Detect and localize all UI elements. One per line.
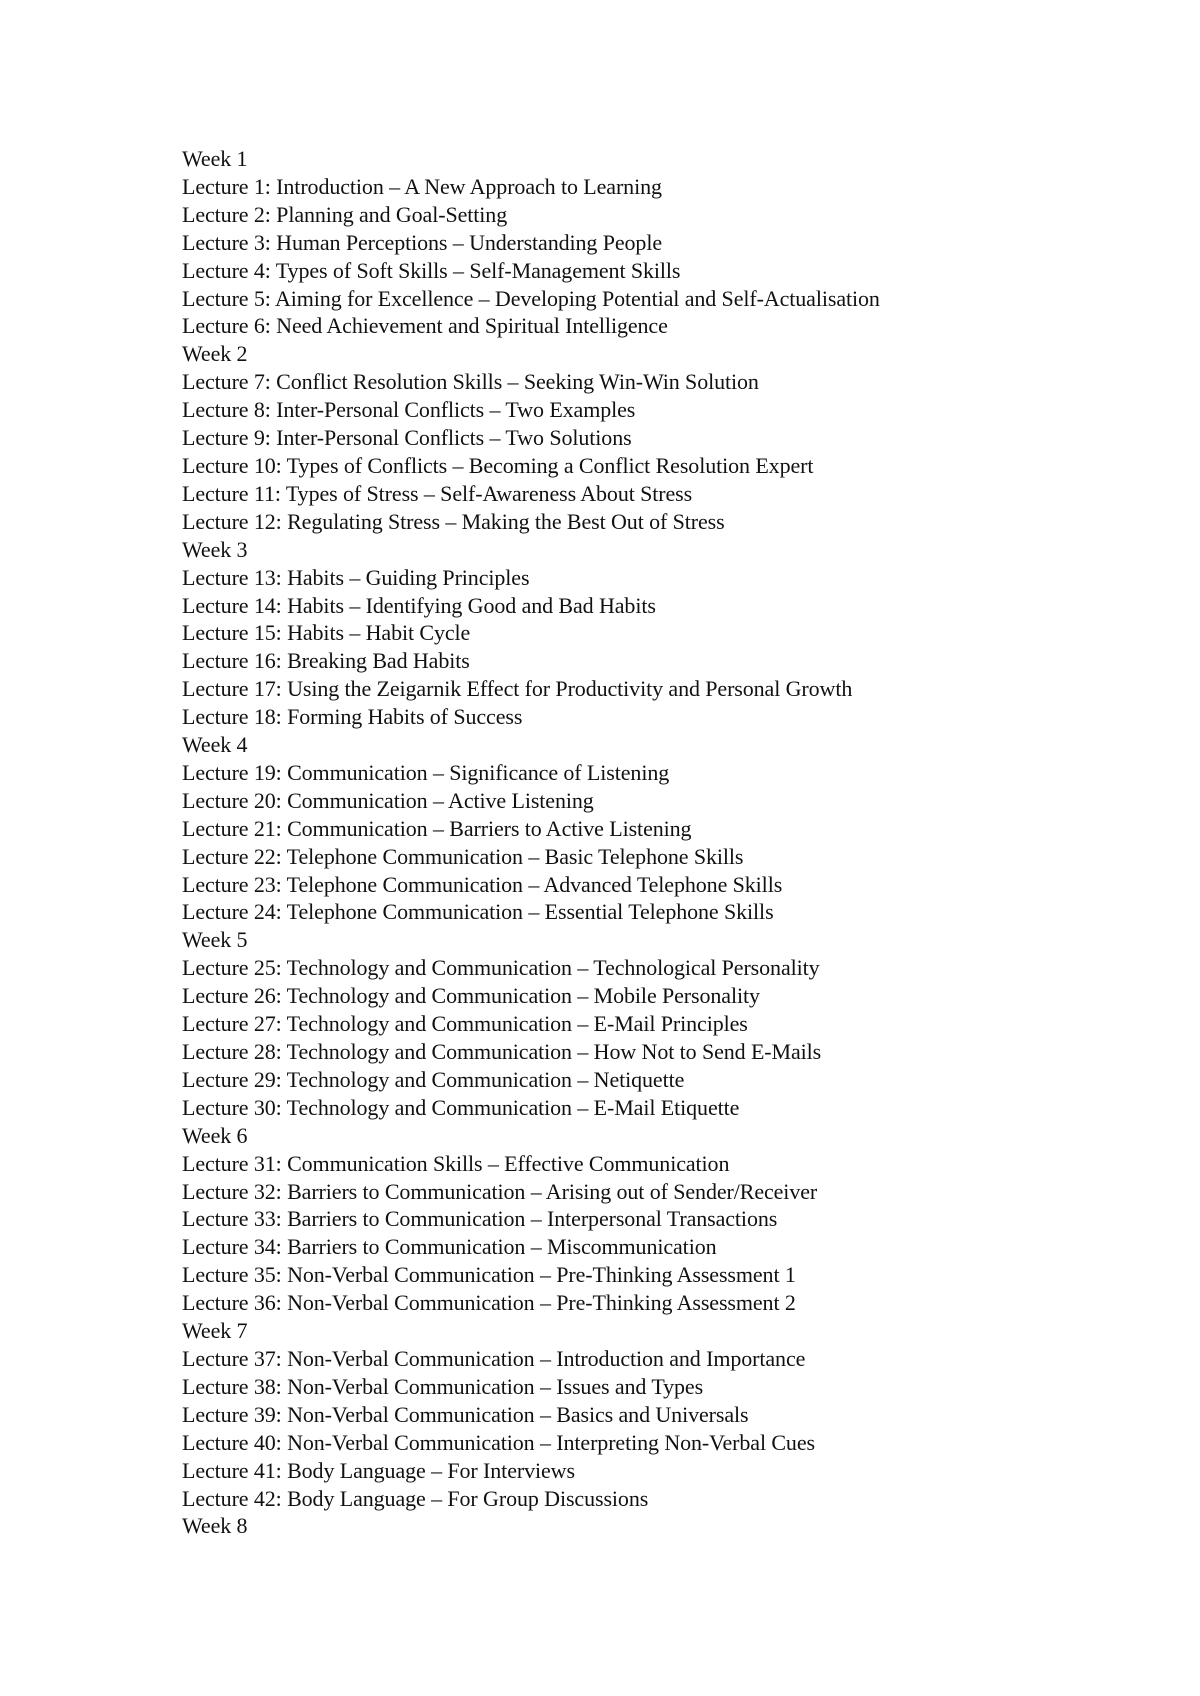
line-lecture-31: Lecture 31: Communication Skills – Effective Communication (182, 1150, 730, 1176)
line-lecture-20: Lecture 20: Communication – Active Listening (182, 787, 594, 813)
line-lecture-13: Lecture 13: Habits – Guiding Principles (182, 564, 530, 590)
line-lecture-35: Lecture 35: Non-Verbal Communication – Pre-Thinking Assessment 1 (182, 1262, 796, 1288)
line-lecture-27: Lecture 27: Technology and Communication – E-Mail Principles (182, 1011, 748, 1037)
line-lecture-32: Lecture 32: Barriers to Communication – Arising out of Sender/Receiver (182, 1178, 818, 1204)
line-lecture-34: Lecture 34: Barriers to Communication – Miscommunication (182, 1234, 717, 1260)
syllabus-list (182, 145, 1162, 1540)
line-lecture-18: Lecture 18: Forming Habits of Success (182, 704, 523, 730)
line-week-2: Week 2 (182, 341, 248, 367)
line-lecture-40: Lecture 40: Non-Verbal Communication – Interpreting Non-Verbal Cues (182, 1429, 815, 1455)
line-week-4: Week 4 (182, 732, 248, 758)
line-lecture-9: Lecture 9: Inter-Personal Conflicts – Two Solutions (182, 425, 632, 451)
line-lecture-12: Lecture 12: Regulating Stress – Making the Best Out of Stress (182, 508, 725, 534)
line-lecture-41: Lecture 41: Body Language – For Interviews (182, 1457, 575, 1483)
line-lecture-8: Lecture 8: Inter-Personal Conflicts – Two Examples (182, 397, 636, 423)
line-week-5: Week 5 (182, 927, 248, 953)
line-lecture-10: Lecture 10: Types of Conflicts – Becoming a Conflict Resolution Expert (182, 452, 814, 478)
line-lecture-29: Lecture 29: Technology and Communication – Netiquette (182, 1066, 685, 1092)
line-lecture-6: Lecture 6: Need Achievement and Spiritual Intelligence (182, 313, 668, 339)
line-lecture-21: Lecture 21: Communication – Barriers to Active Listening (182, 815, 692, 841)
line-lecture-4: Lecture 4: Types of Soft Skills – Self-Management Skills (182, 257, 681, 283)
line-lecture-2: Lecture 2: Planning and Goal-Setting (182, 201, 508, 227)
line-week-7: Week 7 (182, 1318, 248, 1344)
line-week-6: Week 6 (182, 1122, 248, 1148)
line-lecture-24: Lecture 24: Telephone Communication – Essential Telephone Skills (182, 899, 774, 925)
line-lecture-23: Lecture 23: Telephone Communication – Advanced Telephone Skills (182, 871, 783, 897)
line-lecture-3: Lecture 3: Human Perceptions – Understanding People (182, 229, 662, 255)
line-lecture-28: Lecture 28: Technology and Communication – How Not to Send E-Mails (182, 1039, 822, 1064)
line-lecture-33: Lecture 33: Barriers to Communication – Interpersonal Transactions (182, 1206, 778, 1232)
line-week-1: Week 1 (182, 146, 248, 171)
line-lecture-14: Lecture 14: Habits – Identifying Good and Bad Habits (182, 592, 656, 618)
line-lecture-16: Lecture 16: Breaking Bad Habits (182, 648, 470, 674)
line-lecture-37: Lecture 37: Non-Verbal Communication – Introduction and Importance (182, 1345, 806, 1371)
line-lecture-17: Lecture 17: Using the Zeigarnik Effect for Productivity and Personal Growth (182, 676, 853, 702)
line-lecture-25: Lecture 25: Technology and Communication – Technological Personality (182, 955, 820, 981)
line-lecture-39: Lecture 39: Non-Verbal Communication – Basics and Universals (182, 1401, 749, 1427)
line-week-8: Week 8 (182, 1513, 248, 1539)
line-lecture-36: Lecture 36: Non-Verbal Communication – Pre-Thinking Assessment 2 (182, 1290, 796, 1316)
line-lecture-19: Lecture 19: Communication – Significance of Listening (182, 759, 670, 785)
line-lecture-42: Lecture 42: Body Language – For Group Discussions (182, 1485, 649, 1511)
line-lecture-11: Lecture 11: Types of Stress – Self-Awareness About Stress (182, 480, 693, 506)
line-lecture-15: Lecture 15: Habits – Habit Cycle (182, 620, 471, 646)
line-lecture-30: Lecture 30: Technology and Communication – E-Mail Etiquette (182, 1094, 740, 1120)
line-week-3: Week 3 (182, 536, 248, 562)
line-lecture-5: Lecture 5: Aiming for Excellence – Developing Potential and Self-Actualisation (182, 285, 880, 311)
line-lecture-38: Lecture 38: Non-Verbal Communication – Issues and Types (182, 1373, 704, 1399)
line-lecture-7: Lecture 7: Conflict Resolution Skills – Seeking Win-Win Solution (182, 369, 759, 395)
line-lecture-1: Lecture 1: Introduction – A New Approach to Learning (182, 173, 662, 199)
line-lecture-26: Lecture 26: Technology and Communication – Mobile Personality (182, 983, 760, 1009)
line-lecture-22: Lecture 22: Telephone Communication – Basic Telephone Skills (182, 843, 744, 869)
